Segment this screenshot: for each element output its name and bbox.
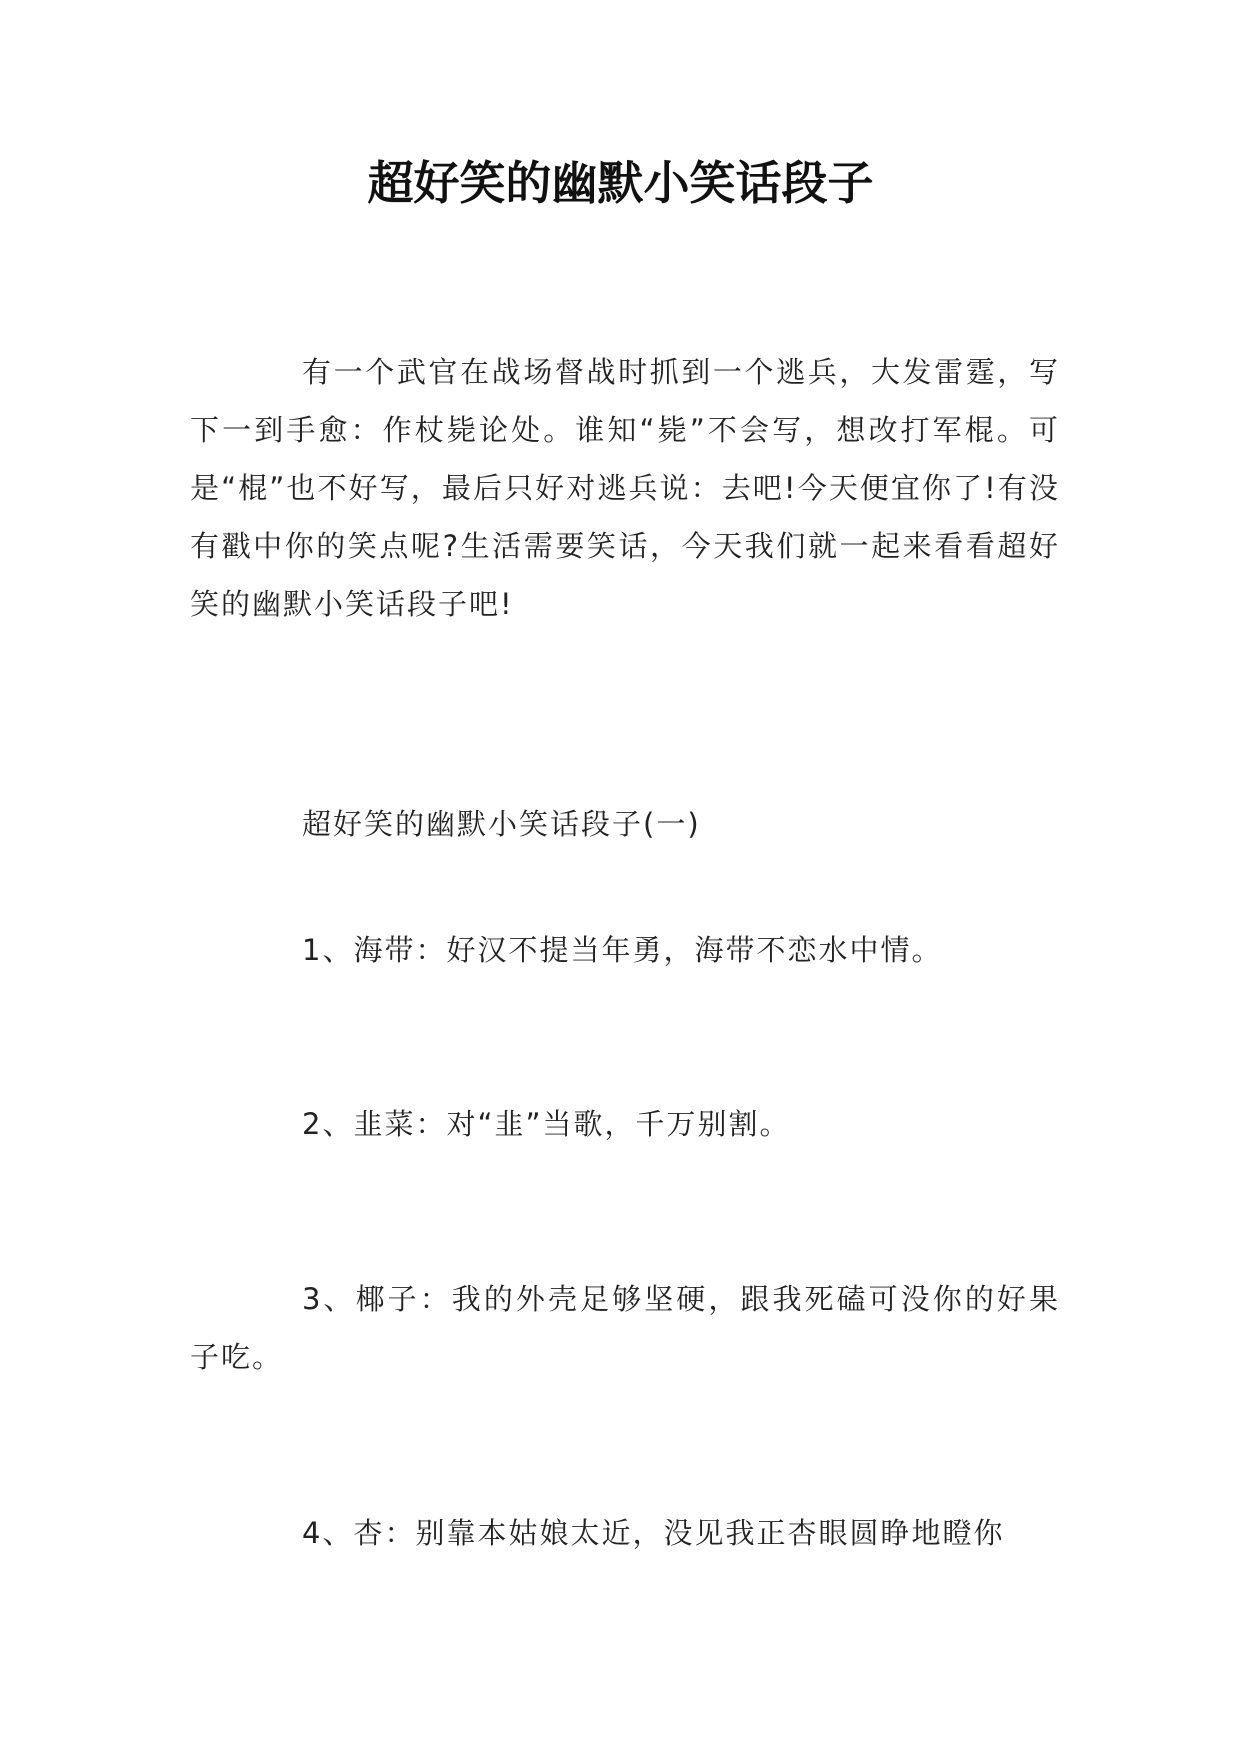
section-heading: 超好笑的幽默小笑话段子(一) — [302, 807, 701, 841]
joke-item-1: 1、海带：好汉不提当年勇，海带不恋水中情。 — [302, 933, 943, 967]
intro-paragraph: 有一个武官在战场督战时抓到一个逃兵，大发雷霆，写下一到手愈：作杖毙论处。谁知“毙”不会写，想改打军棍。可是“棍”也不好写，最后只好对逃兵说：去吧!今天便宜你了!有没有戳中你的笑点呢?生活需要笑话，今天我们就一起来看看超好笑的幽默小笑话段子吧! — [190, 355, 1060, 621]
document-title: 超好笑的幽默小笑话段子 — [367, 156, 874, 210]
joke-item-3: 3、椰子：我的外壳足够坚硬，跟我死磕可没你的好果子吃。 — [190, 1282, 1060, 1374]
joke-item-2: 2、韭菜：对“韭”当歌，千万别割。 — [302, 1107, 791, 1141]
joke-item-4: 4、杏：别靠本姑娘太近，没见我正杏眼圆睁地瞪你 — [302, 1516, 1005, 1550]
